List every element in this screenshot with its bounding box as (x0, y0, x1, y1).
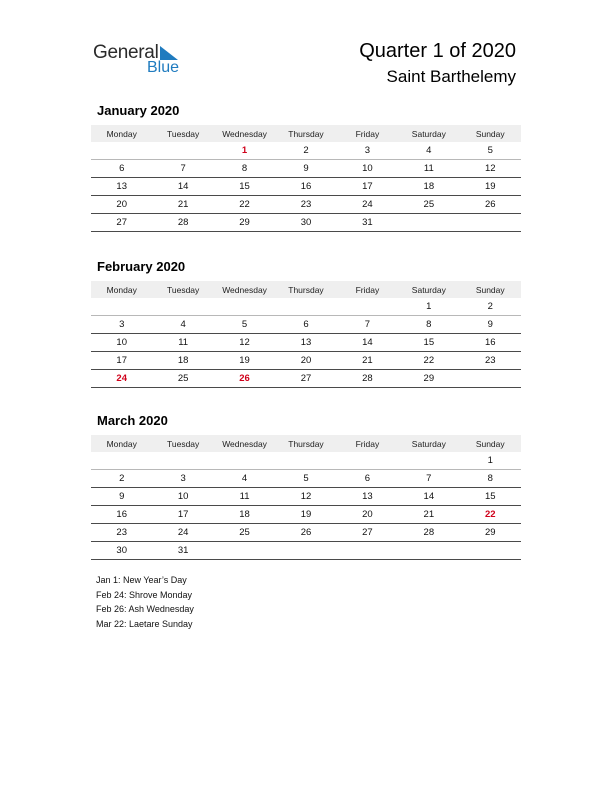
weekday-label: Wednesday (222, 284, 267, 295)
day-cell: 21 (362, 355, 373, 366)
day-cell: 26 (239, 373, 250, 384)
day-cell: 27 (362, 527, 373, 538)
day-cell: 25 (423, 199, 435, 210)
day-cell: 4 (241, 473, 248, 484)
day-cell: 5 (487, 145, 493, 156)
weekday-label: Saturday (411, 128, 446, 139)
day-cell: 15 (239, 181, 250, 192)
weekday-label: Friday (355, 284, 380, 295)
month-title: March 2020 (97, 413, 168, 428)
holiday-note: Jan 1: New Year’s Day (96, 575, 187, 585)
day-cell: 28 (177, 217, 189, 228)
weekday-label: Monday (106, 128, 137, 139)
day-cell: 8 (241, 163, 248, 174)
day-cell: 16 (300, 181, 312, 192)
week-row (91, 196, 521, 214)
day-cell: 24 (362, 199, 373, 210)
day-cell: 2 (487, 301, 493, 312)
day-cell: 25 (177, 373, 189, 384)
day-cell: 7 (364, 319, 371, 330)
month-title: January 2020 (97, 103, 180, 118)
weekday-label: Wednesday (222, 128, 267, 139)
day-cell: 16 (484, 337, 496, 348)
day-cell: 21 (423, 509, 435, 520)
day-cell: 19 (300, 509, 312, 520)
weekday-label: Saturday (411, 438, 446, 449)
day-cell: 18 (423, 181, 435, 192)
day-cell: 12 (239, 337, 250, 348)
month-title: February 2020 (97, 259, 186, 274)
page-title: Quarter 1 of 2020 (359, 40, 516, 62)
weekday-label: Tuesday (166, 284, 200, 295)
day-cell: 22 (484, 509, 496, 520)
weekday-label: Monday (106, 438, 137, 449)
day-cell: 31 (177, 545, 189, 556)
day-cell: 23 (300, 199, 312, 210)
day-cell: 24 (116, 373, 127, 384)
week-row (91, 316, 521, 334)
day-cell: 2 (303, 145, 309, 156)
day-cell: 29 (484, 527, 496, 538)
weekday-label: Friday (355, 438, 380, 449)
day-cell: 20 (116, 199, 127, 210)
day-cell: 22 (239, 199, 250, 210)
month-february (91, 259, 521, 388)
day-cell: 1 (487, 455, 493, 466)
day-cell: 30 (300, 217, 312, 228)
day-cell: 3 (364, 145, 371, 156)
day-cell: 5 (303, 473, 309, 484)
day-cell: 16 (116, 509, 127, 520)
day-cell: 22 (423, 355, 435, 366)
week-row (91, 142, 521, 160)
day-cell: 26 (484, 199, 496, 210)
day-cell: 11 (239, 491, 250, 502)
day-cell: 29 (239, 217, 250, 228)
day-cell: 9 (487, 319, 493, 330)
weekday-header-row (91, 435, 521, 452)
weekday-header-row (91, 281, 521, 298)
weekday-label: Sunday (475, 128, 505, 139)
day-cell: 12 (300, 491, 312, 502)
day-cell: 6 (364, 473, 371, 484)
day-cell: 21 (177, 199, 189, 210)
day-cell: 27 (116, 217, 127, 228)
day-cell: 17 (362, 181, 373, 192)
logo-blue-text: Blue (147, 59, 180, 76)
week-row (91, 488, 521, 506)
page-subtitle: Saint Barthelemy (386, 67, 516, 86)
weekday-label: Thursday (288, 438, 324, 449)
day-cell: 23 (484, 355, 496, 366)
holiday-note: Feb 26: Ash Wednesday (96, 604, 194, 614)
day-cell: 25 (239, 527, 250, 538)
weekday-label: Saturday (411, 284, 446, 295)
generalblue-logo (93, 42, 193, 78)
week-row (91, 542, 521, 560)
day-cell: 4 (426, 145, 432, 156)
day-cell: 10 (362, 163, 373, 174)
day-cell: 9 (119, 491, 125, 502)
day-cell: 15 (484, 491, 496, 502)
day-cell: 18 (239, 509, 250, 520)
weekday-label: Monday (106, 284, 137, 295)
week-row (91, 506, 521, 524)
logo-general-text: General (93, 42, 159, 63)
day-cell: 10 (116, 337, 127, 348)
day-cell: 7 (180, 163, 186, 174)
week-row (91, 470, 521, 488)
week-row (91, 524, 521, 542)
day-cell: 23 (116, 527, 127, 538)
holiday-note: Feb 24: Shrove Monday (96, 589, 193, 600)
day-cell: 29 (423, 373, 435, 384)
day-cell: 7 (426, 473, 432, 484)
weekday-label: Tuesday (166, 438, 200, 449)
week-row (91, 352, 521, 370)
day-cell: 19 (484, 181, 496, 192)
day-cell: 11 (178, 337, 189, 348)
day-cell: 28 (423, 527, 435, 538)
day-cell: 27 (300, 373, 312, 384)
week-row (91, 214, 521, 232)
week-row (91, 334, 521, 352)
day-cell: 9 (303, 163, 309, 174)
day-cell: 3 (180, 473, 186, 484)
weekday-label: Wednesday (222, 438, 267, 449)
week-row (91, 452, 521, 470)
weekday-label: Friday (355, 128, 380, 139)
month-march (91, 413, 521, 560)
day-cell: 14 (423, 491, 435, 502)
week-row (91, 298, 521, 316)
day-cell: 6 (119, 163, 125, 174)
day-cell: 17 (116, 355, 127, 366)
day-cell: 5 (241, 319, 248, 330)
day-cell: 3 (119, 319, 125, 330)
week-row (91, 160, 521, 178)
day-cell: 20 (300, 355, 312, 366)
weekday-label: Tuesday (166, 128, 200, 139)
weekday-header-row (91, 125, 521, 142)
day-cell: 2 (119, 473, 125, 484)
day-cell: 1 (426, 301, 432, 312)
day-cell: 6 (303, 319, 309, 330)
day-cell: 30 (116, 545, 127, 556)
day-cell: 13 (116, 181, 127, 192)
day-cell: 31 (362, 217, 373, 228)
week-row (91, 178, 521, 196)
weekday-label: Sunday (475, 438, 505, 449)
holiday-note: Mar 22: Laetare Sunday (96, 618, 193, 629)
holiday-notes (96, 573, 194, 631)
day-cell: 24 (177, 527, 189, 538)
day-cell: 13 (362, 491, 373, 502)
day-cell: 8 (426, 319, 432, 330)
day-cell: 11 (423, 163, 434, 174)
day-cell: 12 (484, 163, 496, 174)
day-cell: 28 (362, 373, 373, 384)
week-row (91, 370, 521, 388)
day-cell: 4 (180, 319, 186, 330)
weekday-label: Sunday (475, 284, 505, 295)
day-cell: 14 (177, 181, 189, 192)
day-cell: 15 (423, 337, 435, 348)
day-cell: 14 (362, 337, 373, 348)
day-cell: 18 (177, 355, 189, 366)
day-cell: 19 (239, 355, 250, 366)
day-cell: 17 (177, 509, 189, 520)
day-cell: 20 (362, 509, 373, 520)
weekday-label: Thursday (288, 128, 324, 139)
day-cell: 8 (487, 473, 493, 484)
weekday-label: Thursday (288, 284, 324, 295)
day-cell: 10 (177, 491, 189, 502)
month-january (91, 103, 521, 232)
day-cell: 26 (300, 527, 312, 538)
day-cell: 13 (300, 337, 312, 348)
day-cell: 1 (241, 145, 248, 156)
